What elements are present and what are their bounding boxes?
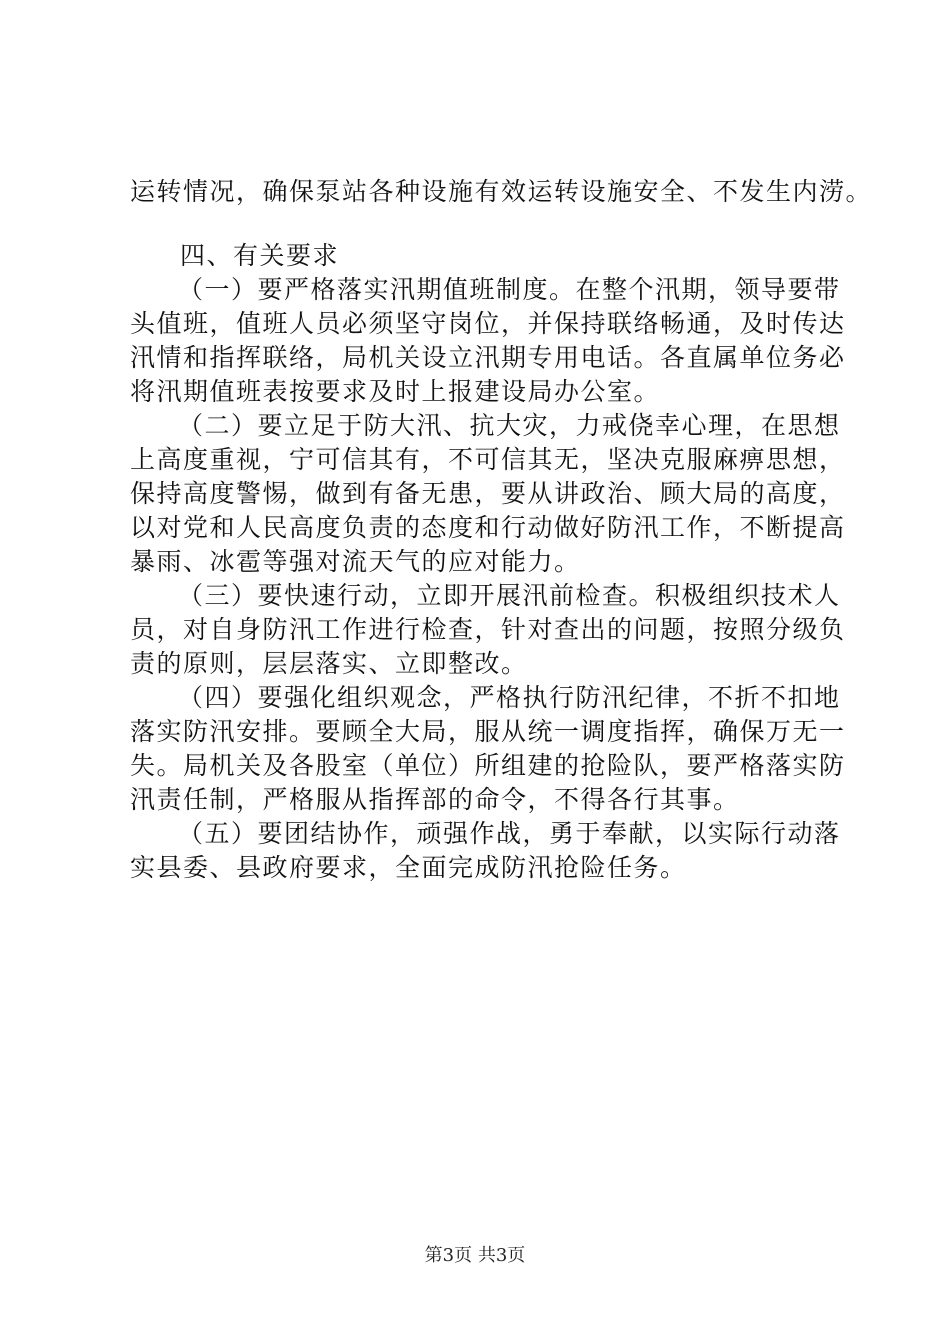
paragraph-line: 上高度重视，宁可信其有，不可信其无，坚决克服麻痹思想， bbox=[130, 445, 846, 474]
paragraph-line: 头值班，值班人员必须坚守岗位，并保持联络畅通，及时传达 bbox=[130, 309, 846, 338]
paragraph-line: 暴雨、冰雹等强对流天气的应对能力。 bbox=[130, 547, 581, 576]
paragraph-line: 实县委、县政府要求，全面完成防汛抢险任务。 bbox=[130, 853, 687, 882]
paragraph-line: 以对党和人民高度负责的态度和行动做好防汛工作，不断提高 bbox=[130, 513, 846, 542]
paragraph-line: 落实防汛安排。要顾全大局，服从统一调度指挥，确保万无一 bbox=[130, 717, 846, 746]
paragraph-line: 失。局机关及各股室（单位）所组建的抢险队，要严格落实防 bbox=[130, 751, 846, 780]
paragraph-line: （一）要严格落实汛期值班制度。在整个汛期，领导要带 bbox=[178, 275, 841, 304]
paragraph-line: （二）要立足于防大汛、抗大灾，力戒侥幸心理，在思想 bbox=[178, 411, 841, 440]
section-heading: 四、有关要求 bbox=[180, 241, 340, 270]
paragraph-line: （五）要团结协作，顽强作战，勇于奉献，以实际行动落 bbox=[178, 819, 841, 848]
paragraph-line: 责的原则，层层落实、立即整改。 bbox=[130, 649, 528, 678]
paragraph-line: 将汛期值班表按要求及时上报建设局办公室。 bbox=[130, 377, 661, 406]
paragraph-line: 汛情和指挥联络，局机关设立汛期专用电话。各直属单位务必 bbox=[130, 343, 846, 372]
page-number-footer: 第3页 共3页 bbox=[424, 1245, 526, 1266]
paragraph-line-intro: 运转情况，确保泵站各种设施有效运转设施安全、不发生内涝。 bbox=[130, 177, 873, 206]
paragraph-line: 保持高度警惕，做到有备无患，要从讲政治、顾大局的高度， bbox=[130, 479, 846, 508]
paragraph-line: 员，对自身防汛工作进行检查，针对查出的问题，按照分级负 bbox=[130, 615, 846, 644]
paragraph-line: （四）要强化组织观念，严格执行防汛纪律，不折不扣地 bbox=[178, 683, 841, 712]
paragraph-line: 汛责任制，严格服从指挥部的命令，不得各行其事。 bbox=[130, 785, 740, 814]
paragraph-line: （三）要快速行动，立即开展汛前检查。积极组织技术人 bbox=[178, 581, 841, 610]
